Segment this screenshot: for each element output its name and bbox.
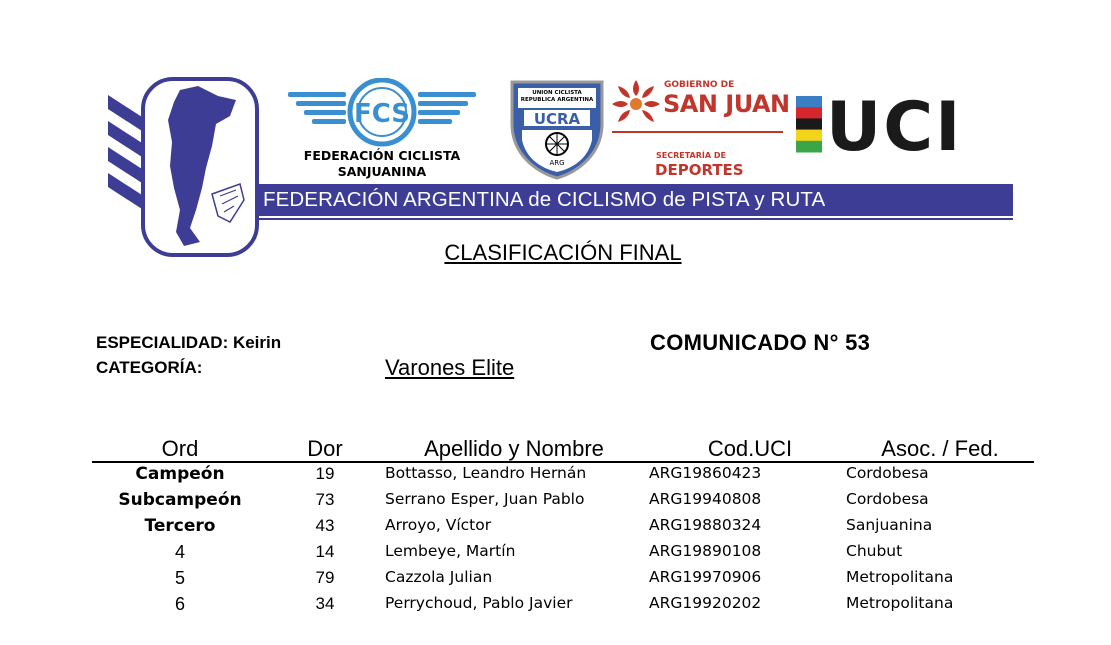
- ucra-name: UCRA: [533, 110, 581, 128]
- row-cod-uci: ARG19940808: [649, 490, 762, 508]
- sanjuan-secretaria-text: SECRETARÍA DE: [656, 151, 726, 160]
- categoria-label: CATEGORÍA:: [96, 358, 203, 377]
- especialidad-label: ESPECIALIDAD: Keirin: [96, 333, 282, 352]
- row-cod-uci: ARG19970906: [649, 568, 762, 586]
- row-cod-uci: ARG19890108: [649, 542, 762, 560]
- ucra-shield-logo: [508, 78, 606, 182]
- row-asoc: Cordobesa: [846, 490, 929, 508]
- row-dor: 79: [315, 568, 335, 587]
- row-ord: 4: [174, 542, 185, 562]
- fcs-name: FEDERACIÓN CICLISTA SANJUANINA: [303, 148, 461, 179]
- table-row: [0, 568, 1111, 594]
- row-name: Arroyo, Víctor: [385, 516, 492, 534]
- header-asoc-fed: Asoc. / Fed.: [881, 436, 999, 461]
- federation-banner: FEDERACIÓN ARGENTINA de CICLISMO de PISTA y RUTA: [257, 184, 1013, 216]
- table-header-rule: [92, 461, 1034, 463]
- header-cod-uci: Cod.UCI: [707, 436, 793, 461]
- row-cod-uci: ARG19880324: [649, 516, 762, 534]
- uci-stripe: [796, 141, 822, 153]
- row-dor: 34: [315, 594, 335, 613]
- row-ord: Campeón: [135, 464, 225, 484]
- uci-stripe: [796, 130, 822, 142]
- row-ord: Subcampeón: [118, 490, 242, 510]
- row-cod-uci: ARG19920202: [649, 594, 762, 612]
- row-asoc: Metropolitana: [846, 568, 954, 586]
- row-asoc: Cordobesa: [846, 464, 929, 482]
- row-dor: 73: [315, 490, 335, 509]
- sanjuan-deportes-text: DEPORTES: [655, 161, 744, 179]
- header-name: Apellido y Nombre: [424, 436, 604, 461]
- table-row: [0, 516, 1111, 542]
- sanjuan-gobierno-text: GOBIERNO DE: [664, 80, 735, 90]
- row-asoc: Metropolitana: [846, 594, 954, 612]
- table-row: [0, 594, 1111, 620]
- row-asoc: Sanjuanina: [846, 516, 933, 534]
- row-ord: Tercero: [144, 516, 216, 536]
- chevron-stripes-graphic: [108, 95, 144, 210]
- table-row: [0, 464, 1111, 490]
- row-dor: 43: [315, 516, 335, 535]
- sanjuan-divider: [612, 131, 783, 133]
- sanjuan-name: SAN JUAN: [663, 90, 790, 118]
- svg-text:UNION CICLISTAREPUBLICA ARGENT: UNION CICLISTA REPUBLICA ARGENTINA: [520, 90, 594, 103]
- row-name: Serrano Esper, Juan Pablo: [385, 490, 585, 508]
- row-dor: 19: [315, 464, 335, 483]
- row-name: Perrychoud, Pablo Javier: [385, 594, 573, 612]
- row-ord: 6: [174, 594, 185, 614]
- row-dor: 14: [315, 542, 335, 561]
- comunicado-number: COMUNICADO N° 53: [650, 330, 871, 355]
- row-name: Lembeye, Martín: [385, 542, 516, 560]
- header-ord: Ord: [161, 436, 199, 461]
- row-name: Bottasso, Leandro Hernán: [385, 464, 587, 482]
- header-dor: Dor: [307, 436, 343, 461]
- table-row: [0, 542, 1111, 568]
- row-ord: 5: [174, 568, 185, 588]
- table-row: [0, 490, 1111, 516]
- uci-name: UCI: [826, 94, 963, 154]
- fcs-logo-text: FCS: [353, 99, 411, 129]
- argentina-map-logo: [140, 76, 260, 258]
- uci-logo: [796, 94, 992, 154]
- uci-stripe: [796, 96, 822, 108]
- federation-banner-underline: [257, 218, 1013, 220]
- row-asoc: Chubut: [846, 542, 903, 560]
- row-name: Cazzola Julian: [385, 568, 493, 586]
- uci-stripe: [796, 118, 822, 130]
- categoria-value: Varones Elite: [385, 355, 515, 380]
- uci-stripe: [796, 107, 822, 119]
- document-title: CLASIFICACIÓN FINAL: [444, 240, 682, 265]
- row-cod-uci: ARG19860423: [649, 464, 762, 482]
- ucra-arg-text: ARG: [549, 159, 565, 167]
